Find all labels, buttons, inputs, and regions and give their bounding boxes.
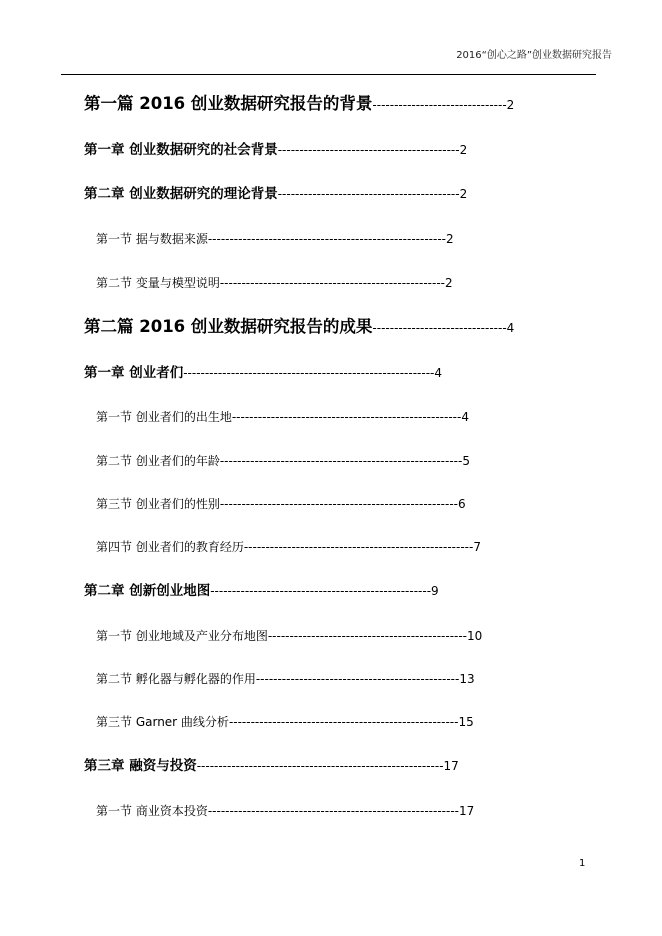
toc-entry-section[interactable]: [96, 498, 466, 510]
toc-leader: ----------------------------------------------: [267, 629, 468, 643]
toc-leader: ------------------------------------------: [277, 143, 460, 157]
page-number: 1: [579, 858, 586, 869]
toc-leader: -------------------------------------------------------: [207, 232, 446, 246]
toc-title: 第四节 创业者们的教育经历: [96, 540, 244, 554]
toc-entry-part[interactable]: [84, 319, 514, 336]
toc-title: 第三节 Garner 曲线分析: [96, 715, 229, 729]
toc-leader: ---------------------------------------------------: [210, 584, 432, 598]
toc-page-number: 2: [459, 143, 468, 157]
toc-page-number: 4: [506, 321, 515, 335]
toc-title: 第三章 融资与投资: [84, 758, 197, 774]
toc-entry-chapter[interactable]: [84, 760, 459, 774]
toc-leader: ---------------------------------------------------------: [196, 759, 444, 773]
toc-page-number: 2: [459, 187, 468, 201]
toc-leader: -------------------------------------------------------: [219, 497, 458, 511]
header-rule: [61, 74, 596, 75]
toc-entry-part[interactable]: [84, 96, 514, 113]
toc-leader: -------------------------------: [372, 321, 507, 335]
toc-page-number: 2: [506, 98, 515, 112]
toc-page-number: 2: [445, 276, 453, 290]
toc-title: 第一节 商业资本投资: [96, 804, 208, 818]
toc-title: 第二节 创业者们的年龄: [96, 454, 220, 468]
toc-entry-section[interactable]: [96, 455, 470, 467]
toc-leader: -----------------------------------------------------: [228, 715, 459, 729]
toc-leader: ------------------------------------------: [277, 187, 460, 201]
toc-page-number: 17: [443, 759, 459, 773]
toc-page-number: 13: [459, 672, 475, 686]
toc-page-number: 2: [445, 232, 454, 246]
toc-page-number: 17: [458, 804, 475, 818]
toc-entry-section[interactable]: [96, 805, 474, 817]
toc-leader: --------------------------------------------------------: [219, 454, 463, 468]
toc-title: 第一篇 2016 创业数据研究报告的背景: [84, 94, 373, 113]
toc-entry-section[interactable]: [96, 411, 469, 423]
toc-entry-section[interactable]: [96, 630, 482, 642]
toc-title: 第二节 变量与模型说明: [96, 276, 220, 290]
toc-entry-chapter[interactable]: [84, 144, 467, 158]
toc-page-number: 4: [461, 410, 469, 424]
toc-leader: ----------------------------------------------------------: [207, 804, 459, 818]
toc-entry-chapter[interactable]: [84, 367, 442, 381]
toc-page-number: 5: [462, 454, 470, 468]
toc-title: 第二节 孵化器与孵化器的作用: [96, 672, 256, 686]
toc-leader: -------------------------------: [372, 98, 507, 112]
toc-page-number: 7: [473, 540, 481, 554]
toc-title: 第一节 创业者们的出生地: [96, 410, 232, 424]
toc-title: 第二章 创业数据研究的理论背景: [84, 186, 278, 202]
toc-leader: -----------------------------------------------: [255, 672, 460, 686]
toc-entry-chapter[interactable]: [84, 585, 439, 599]
toc-title: 第一章 创业者们: [84, 365, 184, 381]
page-header-title: 2016“创心之路”创业数据研究报告: [456, 50, 612, 61]
toc-entry-section[interactable]: [96, 541, 481, 553]
toc-entry-section[interactable]: [96, 277, 453, 289]
toc-entry-section[interactable]: [96, 233, 454, 245]
toc-page-number: 6: [457, 497, 466, 511]
toc-leader: -----------------------------------------------------: [243, 540, 474, 554]
toc-entry-chapter[interactable]: [84, 188, 467, 202]
toc-title: 第一节 创业地域及产业分布地图: [96, 629, 268, 643]
toc-leader: ----------------------------------------------------: [219, 276, 445, 290]
toc-page-number: 10: [467, 629, 483, 643]
toc-page-number: 4: [434, 366, 442, 380]
toc-title: 第三节 创业者们的性别: [96, 497, 220, 511]
toc-leader: -----------------------------------------------------: [231, 410, 462, 424]
toc-title: 第二篇 2016 创业数据研究报告的成果: [84, 317, 373, 336]
toc-page-number: 9: [431, 584, 439, 598]
toc-title: 第一节 据与数据来源: [96, 232, 208, 246]
toc-title: 第一章 创业数据研究的社会背景: [84, 142, 278, 158]
toc-page-number: 15: [458, 715, 474, 729]
toc-entry-section[interactable]: [96, 673, 475, 685]
toc-entry-section[interactable]: [96, 716, 474, 728]
toc-leader: ----------------------------------------------------------: [183, 366, 435, 380]
toc-title: 第二章 创新创业地图: [84, 583, 211, 599]
